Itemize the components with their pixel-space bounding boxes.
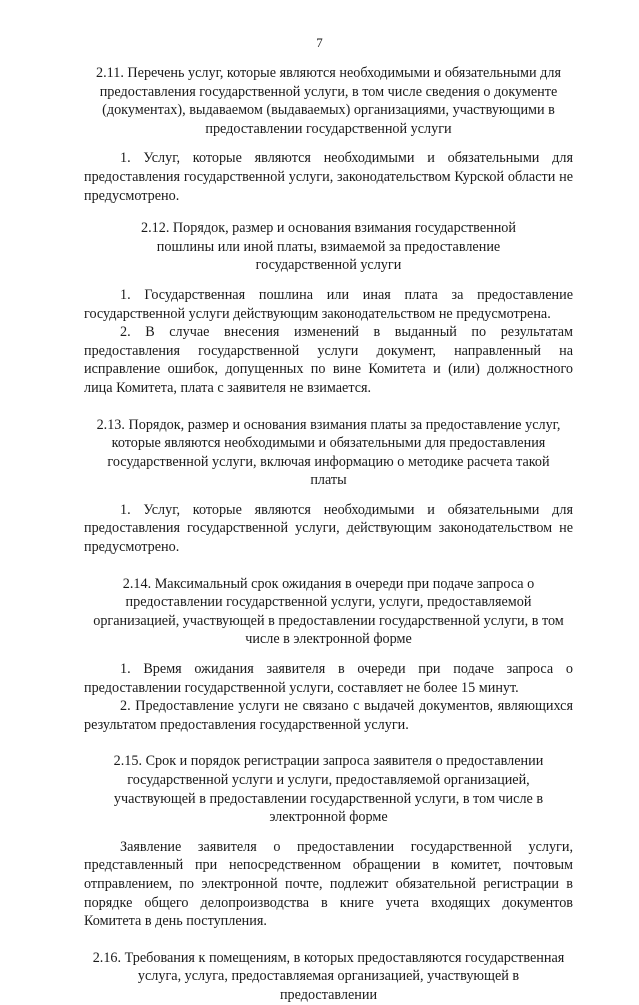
section-2-13-paragraph-1: 1. Услуг, которые являются необходимыми и обязательными для предоставления государственной услуги, действующим законодательством не предусмотрено. [84, 501, 573, 556]
page-number: 7 [316, 35, 323, 50]
section-heading-2-14: 2.14. Максимальный срок ожидания в очереди при подаче запроса о предоставлении государственной услуги, услуги, предоставляемой организацией, участвующей в предоставлении государственной услуги, в том числе в электронной форме [93, 575, 564, 648]
section-heading-2-15: 2.15. Срок и порядок регистрации запроса заявителя о предоставлении государственной услуги и услуги, предоставляемой организацией, участвующей в предоставлении государственной услуги, в том числе в электронной форме [113, 753, 544, 826]
section-2-11-paragraph-1: 1. Услуг, которые являются необходимыми и обязательными для предоставления государственной услуги, законодательством Курской области не предусмотрено. [84, 150, 573, 204]
section-2-14-paragraph-1: 1. Время ожидания заявителя в очереди при подаче запроса о предоставлении государственной услуги, составляет не более 15 минут. [84, 661, 573, 696]
section-heading-2-11: 2.11. Перечень услуг, которые являются необходимыми и обязательными для предоставления государственной услуги, в том числе сведения о документе (документах), выдаваемом (выдаваемых) организациями, участвующими в предоставлении государственной услуги [96, 65, 561, 137]
section-2-15-paragraph-1: Заявление заявителя о предоставлении государственной услуги, представленный при непосредственном обращении в комитет, почтовым отправлением, по электронной почте, подлежит обязательной регистрации в порядке общего делопроизводства в книге учета входящих документов Комитета в день поступления. [84, 838, 573, 930]
section-heading-2-13: 2.13. Порядок, размер и основания взимания платы за предоставление услуг, которые являются необходимыми и обязательными для предоставления государственной услуги, включая информацию о методике расчета такой платы [96, 416, 561, 489]
section-2-12-paragraph-2: 2. В случае внесения изменений в выданный по результатам предоставления государственной услуги документ, направленный на исправление ошибок, допущенных по вине Комитета и (или) должностного лица Комитета, плата с заявителя не взимается. [84, 324, 573, 396]
section-heading-2-16: 2.16. Требования к помещениям, в которых предоставляются государственная услуга, услуга, предоставляемая организацией, участвующей в предоставлении [92, 949, 565, 1003]
section-2-12-paragraph-1: 1. Государственная пошлина или иная плата за предоставление государственной услуги действующим законодательством не предусмотрена. [84, 286, 573, 322]
section-2-14-paragraph-2: 2. Предоставление услуги не связано с выдачей документов, являющихся результатом предоставления государственной услуги. [84, 698, 573, 733]
section-heading-2-12: 2.12. Порядок, размер и основания взимания государственной пошлины или иной платы, взимаемой за предоставление государственной услуги [141, 220, 516, 274]
document-body [84, 64, 573, 1005]
